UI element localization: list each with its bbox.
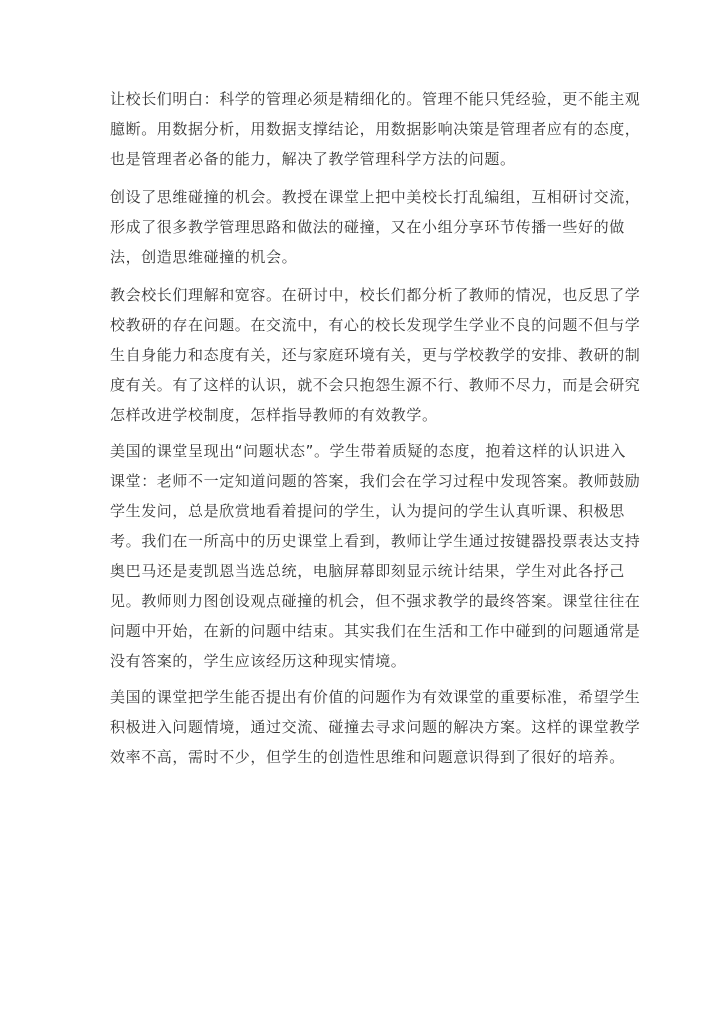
text-line: 怎样改进学校制度，怎样指导教师的有效教学。: [110, 406, 438, 424]
text-line: 也是管理者必备的能力，解决了教学管理科学方法的问题。: [110, 150, 516, 168]
paragraph-1: [110, 84, 641, 174]
paragraph-2: [110, 182, 641, 272]
text-line: 度有关。有了这样的认识，就不会只抱怨生源不行、教师不尽力，而是会研究: [110, 376, 641, 394]
text-line: 问题中开始，在新的问题中结束。其实我们在生活和工作中碰到的问题通常是: [110, 622, 641, 640]
text-line: 考。我们在一所高中的历史课堂上看到，教师让学生通过按键器投票表达支持: [110, 532, 641, 550]
text-line: 效率不高，需时不少，但学生的创造性思维和问题意识得到了很好的培养。: [110, 748, 625, 766]
text-line: 积极进入问题情境，通过交流、碰撞去寻求问题的解决方案。这样的课堂教学: [110, 718, 641, 736]
text-line: 教会校长们理解和宽容。在研讨中，校长们都分析了教师的情况，也反思了学: [110, 286, 641, 304]
paragraph-3: [110, 280, 641, 430]
text-line: 见。教师则力图创设观点碰撞的机会，但不强求教学的最终答案。课堂往往在: [110, 592, 641, 610]
text-line: 美国的课堂呈现出“问题状态”。学生带着质疑的态度，抱着这样的认识进入: [110, 442, 626, 460]
paragraph-5: [110, 682, 641, 772]
text-line: 臆断。用数据分析，用数据支撑结论，用数据影响决策是管理者应有的态度，: [110, 120, 641, 138]
text-line: 奥巴马还是麦凯恩当选总统，电脑屏幕即刻显示统计结果，学生对此各抒己: [110, 562, 625, 580]
paragraph-4: [110, 436, 641, 676]
text-line: 形成了很多教学管理思路和做法的碰撞，又在小组分享环节传播一些好的做: [110, 218, 625, 236]
text-line: 让校长们明白：科学的管理必须是精细化的。管理不能只凭经验，更不能主观: [110, 90, 641, 108]
text-line: 校教研的存在问题。在交流中，有心的校长发现学生学业不良的问题不但与学: [110, 316, 641, 334]
text-line: 创设了思维碰撞的机会。教授在课堂上把中美校长打乱编组，互相研讨交流，: [110, 188, 641, 206]
text-line: 生自身能力和态度有关，还与家庭环境有关，更与学校教学的安排、教研的制: [110, 346, 641, 364]
document-page: [110, 84, 641, 772]
text-line: 课堂：老师不一定知道问题的答案，我们会在学习过程中发现答案。教师鼓励: [110, 472, 641, 490]
text-line: 学生发问，总是欣赏地看着提问的学生，认为提问的学生认真听课、积极思: [110, 502, 625, 520]
text-line: 美国的课堂把学生能否提出有价值的问题作为有效课堂的重要标准，希望学生: [110, 688, 641, 706]
text-line: 法，创造思维碰撞的机会。: [110, 248, 298, 266]
text-line: 没有答案的，学生应该经历这种现实情境。: [110, 652, 407, 670]
